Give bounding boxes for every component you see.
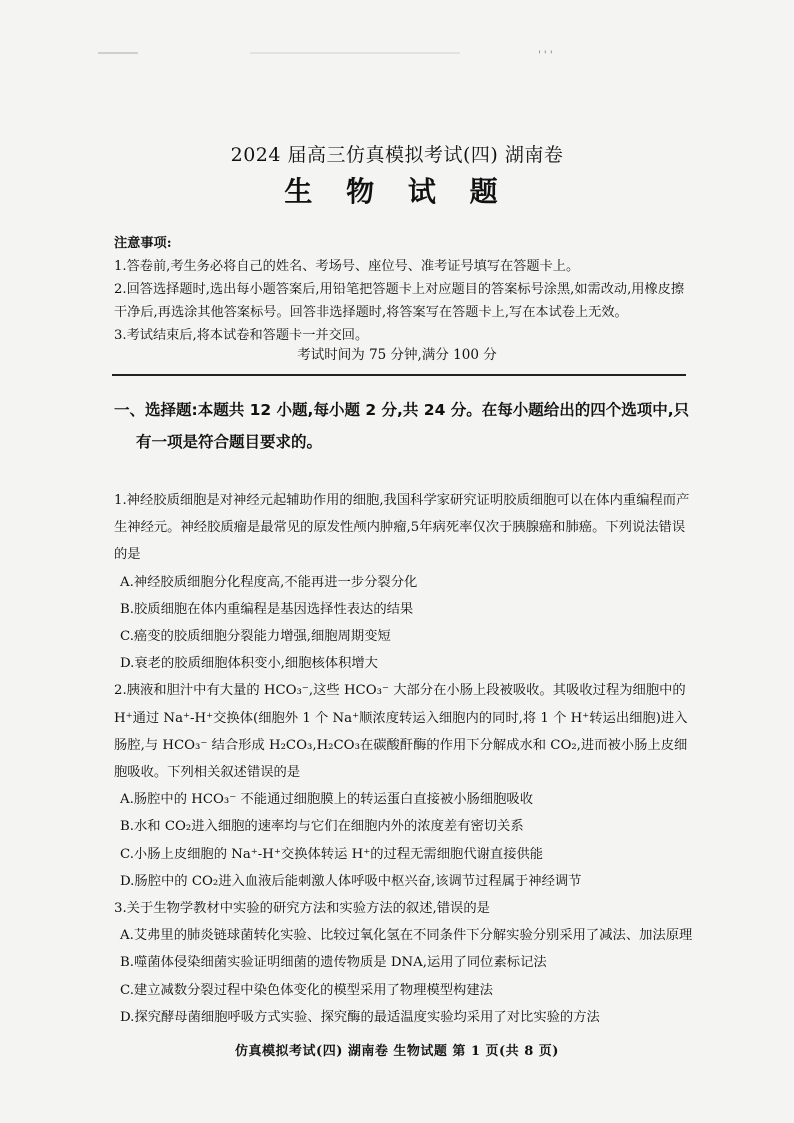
subject-title: 生 物 试 题 [284, 175, 510, 208]
question-stem: 3.关于生物学教材中实验的研究方法和实验方法的叙述,错误的是 [114, 901, 490, 917]
divider [112, 374, 686, 376]
question-stem: 2.胰液和胆汁中有大量的 HCO₃⁻,这些 HCO₃⁻ 大部分在小肠上段被吸收。其吸收过程为细胞中的 H⁺通过 Na⁺-H⁺交换体(细胞外 1 个 Na⁺顺浓度转运入细胞内的同时,将 1 个 H⁺转运出细胞)进入肠腔,与 HCO₃⁻ 结合形成 H₂CO₃,H₂CO₃在碳酸酐酶的作用下分解成水和 CO₂,进而被小肠上皮细胞吸收。下列相关叙述错误的是 [114, 683, 688, 781]
question-1 [114, 487, 694, 677]
notes-item: 1.答卷前,考生务必将自己的姓名、考场号、座位号、准考证号填写在答题卡上。 [114, 259, 580, 274]
notes-block [114, 232, 694, 347]
option-c: C.癌变的胶质细胞分裂能力增强,细胞周期变短 [120, 629, 391, 645]
question-stem: 1.神经胶质细胞是对神经元起辅助作用的细胞,我国科学家研究证明胶质细胞可以在体内重编程而产生神经元。神经胶质瘤是最常见的原发性颅内肿瘤,5年病死率仅次于胰腺癌和肺癌。下列说法错误的是 [114, 493, 690, 563]
option-d: D.衰老的胶质细胞体积变小,细胞核体积增大 [120, 656, 378, 672]
section-heading-line: 一、选择题:本题共 12 小题,每小题 2 分,共 24 分。在每小题给出的四个选项中,只 [114, 401, 690, 419]
question-2 [114, 677, 694, 895]
section-heading [114, 394, 694, 458]
scan-artifact: ' ' ' [538, 50, 553, 61]
option-d: D.探究酵母菌细胞呼吸方式实验、探究酶的最适温度实验均采用了对比实验的方法 [120, 1009, 600, 1025]
scan-artifact [250, 52, 460, 54]
notes-item: 3.考试结束后,将本试卷和答题卡一并交回。 [114, 328, 369, 343]
option-a: A.艾弗里的肺炎链球菌转化实验、比较过氧化氢在不同条件下分解实验分别采用了减法、加法原理 [120, 928, 693, 944]
question-3 [114, 895, 694, 1031]
notes-heading: 注意事项: [114, 236, 172, 251]
option-a: A.肠腔中的 HCO₃⁻ 不能通过细胞膜上的转运蛋白直接被小肠细胞吸收 [120, 792, 534, 808]
option-d: D.肠腔中的 CO₂进入血液后能刺激人体呼吸中枢兴奋,该调节过程属于神经调节 [120, 873, 582, 889]
page-footer: 仿真模拟考试(四) 湖南卷 生物试题 第 1 页(共 8 页) [235, 1044, 559, 1059]
option-a: A.神经胶质细胞分化程度高,不能再进一步分裂分化 [120, 574, 418, 590]
notes-item: 2.回答选择题时,选出每小题答案后,用铅笔把答题卡上对应题目的答案标号涂黑,如需改动,用橡皮擦干净后,再选涂其他答案标号。回答非选择题时,将答案写在答题卡上,写在本试卷上无效。 [114, 282, 685, 320]
option-b: B.水和 CO₂进入细胞的速率均与它们在细胞内外的浓度差有密切关系 [120, 819, 524, 835]
option-b: B.噬菌体侵染细菌实验证明细菌的遗传物质是 DNA,运用了同位素标记法 [120, 955, 547, 971]
question-list [114, 487, 694, 1031]
option-c: C.小肠上皮细胞的 Na⁺-H⁺交换体转运 H⁺的过程无需细胞代谢直接供能 [120, 846, 544, 862]
scan-artifact [98, 52, 138, 54]
exam-time: 考试时间为 75 分钟,满分 100 分 [297, 347, 497, 363]
exam-title: 2024 届高三仿真模拟考试(四) 湖南卷 [230, 144, 564, 166]
option-c: C.建立减数分裂过程中染色体变化的模型采用了物理模型构建法 [120, 982, 493, 998]
option-b: B.胶质细胞在体内重编程是基因选择性表达的结果 [120, 601, 414, 617]
section-heading-line: 有一项是符合题目要求的。 [136, 433, 323, 451]
